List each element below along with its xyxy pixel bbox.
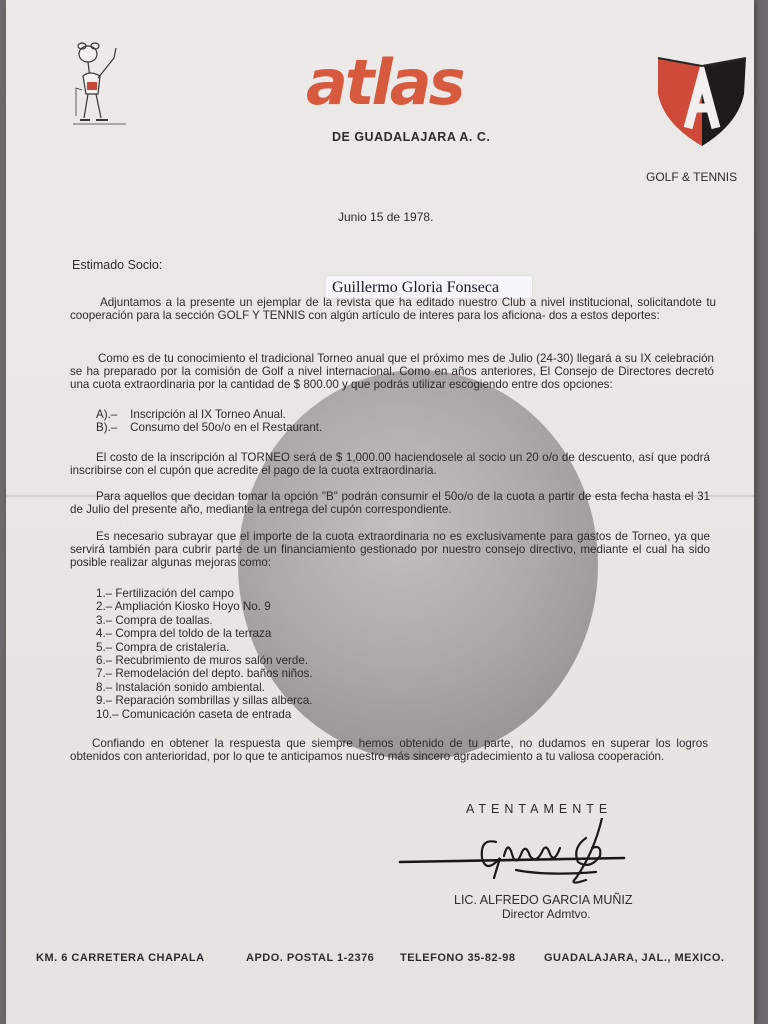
list-item: 3.– Compra de toallas. — [96, 613, 213, 627]
recipient-name: Guillermo Gloria Fonseca — [332, 279, 500, 296]
improvements-list — [96, 587, 313, 721]
option-a: A).– Inscripción al IX Torneo Anual. — [96, 408, 286, 421]
paragraph-torneo: Como es de tu conocimiento el tradicional Torneo anual que el próximo mes de Julio (24-30) llegará a su IX celebración se ha preparado por la comisión de Golf a nivel internacional. Como en años anteriores, El Consejo de Directores decretó una cuota extraordinaria por la cantidad de $ 800.00 y que podrás utilizar escogiendo entre dos opciones: — [70, 352, 714, 391]
option-b: B).– Consumo del 50o/o en el Restaurant. — [96, 421, 323, 434]
paragraph-costo: El costo de la inscripción al TORNEO será de $ 1,000.00 haciendosele al socio un 20 o/o de descuento, así que podrá inscribirse con el cupón que acredite el pago de la cuota extraordinaria. — [70, 451, 710, 477]
salutation: Estimado Socio: — [72, 258, 163, 272]
golfer-mascot-icon — [68, 38, 130, 130]
atlas-logo: atlas — [306, 46, 463, 119]
list-item: 2.– Ampliación Kiosko Hoyo No. 9 — [96, 600, 271, 614]
paragraph-cierre: Confiando en obtener la respuesta que siempre hemos obtenido de tu parte, no dudamos en superar los logros obtenidos con anterioridad, por lo que te anticipamos nuestro más sincero agradecimiento a tu valiosa cooperación. — [70, 737, 708, 763]
signer-title: Director Admtvo. — [502, 907, 591, 921]
logo-subtitle: DE GUADALAJARA A. C. — [332, 130, 491, 144]
paragraph-opcion-b: Para aquellos que decidan tomar la opción "B" podrán consumir el 50o/o de la cuota a partir de esta fecha hasta el 31 de Julio del presente año, mediante la entrega del cupón correspondiente. — [70, 490, 710, 516]
footer-phone: TELEFONO 35-82-98 — [400, 952, 516, 964]
list-item: 8.– Instalación sonido ambiental. — [96, 680, 265, 694]
footer-address: KM. 6 CARRETERA CHAPALA — [36, 952, 205, 964]
list-item: 4.– Compra del toldo de la terraza — [96, 627, 272, 641]
list-item: 10.– Comunicación caseta de entrada — [96, 707, 292, 721]
list-item: 6.– Recubrimiento de muros salón verde. — [96, 653, 309, 667]
golf-tennis-label: GOLF & TENNIS — [646, 170, 738, 184]
signature-icon — [396, 818, 636, 894]
list-item: 7.– Remodelación del depto. baños niños. — [96, 667, 313, 681]
list-item: 9.– Reparación sombrillas y sillas alberca. — [96, 694, 313, 708]
closing: ATENTAMENTE — [466, 802, 613, 816]
paragraph-mejoras: Es necesario subrayar que el importe de la cuota extraordinaria no es exclusivamente para gastos de Torneo, ya que servirá también para cubrir parte de un financiamiento gestionado por nuestro consejo directivo, mediante el cual ha sido posible realizar algunas mejoras como: — [70, 530, 710, 569]
list-item: 1.– Fertilización del campo — [96, 587, 234, 600]
list-item: 5.– Compra de cristalería. — [96, 640, 230, 654]
letter-page — [6, 0, 754, 1024]
letter-date: Junio 15 de 1978. — [338, 210, 434, 224]
signer-name: LIC. ALFREDO GARCIA MUÑIZ — [454, 893, 633, 907]
club-shield-icon — [654, 54, 750, 150]
paragraph-revista: Adjuntamos a la presente un ejemplar de la revista que ha editado nuestro Club a nivel institucional, solicitandote tu cooperación para la sección GOLF Y TENNIS con algún artículo de interes para los aficiona- dos a estos deportes: — [70, 296, 716, 322]
footer-city: GUADALAJARA, JAL., MEXICO. — [544, 952, 725, 964]
footer-po-box: APDO. POSTAL 1-2376 — [246, 952, 375, 964]
